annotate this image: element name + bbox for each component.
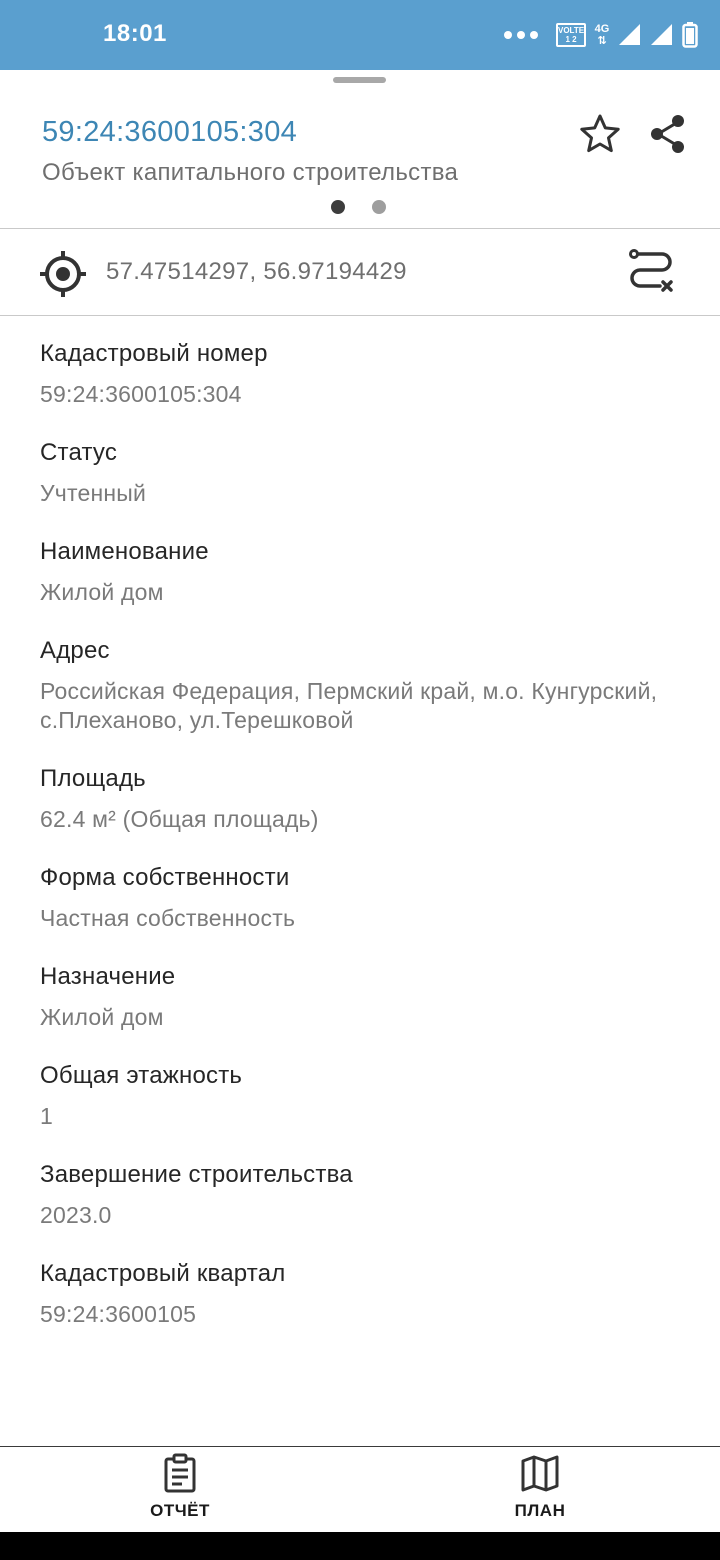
signal-icon <box>618 23 642 47</box>
sim-text: 1 2 <box>565 35 577 44</box>
status-icons <box>504 18 698 52</box>
system-navigation-bar <box>0 1532 720 1560</box>
status-bar <box>0 0 720 70</box>
field-ownership <box>40 862 715 933</box>
plan-button[interactable] <box>450 1447 630 1533</box>
signal-icon <box>650 23 674 47</box>
page-dot[interactable] <box>372 200 386 214</box>
report-label: ОТЧЁТ <box>150 1501 210 1520</box>
bottom-nav <box>0 1446 720 1532</box>
location-target-icon[interactable] <box>38 249 88 299</box>
field-name <box>40 536 715 607</box>
field-value[interactable]: 2023.0 <box>40 1202 112 1228</box>
field-value[interactable]: Российская Федерация, Пермский край, м.о. Кунгурский, с.Плеханово, ул.Терешковой <box>40 678 658 733</box>
field-value[interactable]: 1 <box>40 1103 53 1129</box>
network-type: 4G <box>594 23 610 35</box>
favorite-star-icon[interactable] <box>578 112 622 156</box>
map-plan-icon <box>520 1453 560 1493</box>
share-icon[interactable] <box>646 112 690 156</box>
field-label: Форма собственности <box>40 864 290 891</box>
field-address <box>40 635 715 735</box>
status-time: 18:01 <box>103 20 167 47</box>
field-value[interactable]: 62.4 м² (Общая площадь) <box>40 806 319 832</box>
network-type-icon: 4G ⇅ <box>594 23 610 47</box>
field-label: Адрес <box>40 637 110 664</box>
plan-label: ПЛАН <box>514 1501 566 1520</box>
field-floors <box>40 1060 715 1131</box>
field-label: Наименование <box>40 538 209 565</box>
object-title: 59:24:3600105:304 <box>42 116 298 148</box>
field-label: Общая этажность <box>40 1062 243 1089</box>
divider <box>0 315 720 316</box>
clipboard-report-icon <box>160 1453 200 1493</box>
divider <box>0 228 720 229</box>
field-value[interactable]: Жилой дом <box>40 579 164 605</box>
field-label: Кадастровый номер <box>40 340 268 367</box>
field-label: Статус <box>40 439 118 466</box>
field-value[interactable]: Учтенный <box>40 480 147 506</box>
page-dot-active[interactable] <box>331 200 345 214</box>
report-button[interactable] <box>90 1447 270 1533</box>
field-area <box>40 763 715 834</box>
field-purpose <box>40 961 715 1032</box>
field-label: Площадь <box>40 765 146 792</box>
coordinates-text[interactable]: 57.47514297, 56.97194429 <box>106 258 407 285</box>
field-value[interactable]: 59:24:3600105:304 <box>40 381 242 407</box>
route-clear-icon[interactable] <box>626 247 676 297</box>
battery-icon <box>682 22 698 48</box>
field-completion-year <box>40 1159 715 1230</box>
field-cadastral-quarter <box>40 1258 715 1329</box>
field-value[interactable]: 59:24:3600105 <box>40 1301 197 1327</box>
more-dots-icon <box>504 31 538 39</box>
sheet-drag-handle[interactable] <box>333 77 386 83</box>
volte-text: VOLTE <box>558 26 585 35</box>
field-label: Назначение <box>40 963 176 990</box>
field-value[interactable]: Частная собственность <box>40 905 296 931</box>
field-label: Завершение строительства <box>40 1161 353 1188</box>
page-indicator <box>331 200 386 214</box>
field-value[interactable]: Жилой дом <box>40 1004 164 1030</box>
volte-icon <box>556 23 586 47</box>
field-cadastral-number <box>40 338 715 409</box>
property-list <box>40 338 715 1357</box>
field-status <box>40 437 715 508</box>
field-label: Кадастровый квартал <box>40 1260 286 1287</box>
object-subtitle: Объект капитального строительства <box>42 159 459 186</box>
